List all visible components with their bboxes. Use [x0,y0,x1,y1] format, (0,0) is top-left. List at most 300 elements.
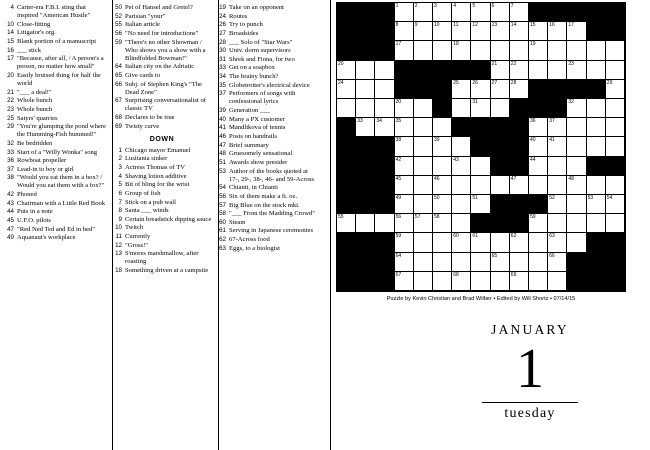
clue-text: Mandlikova of tennis [229,124,286,132]
grid-cell[interactable] [452,99,471,118]
grid-cell[interactable] [433,157,452,176]
grid-cell[interactable] [356,214,375,233]
grid-cell-number: 14 [510,22,517,29]
clue-number: 41 [219,124,226,132]
clue-text: Performers of songs with confessional lyrics [229,90,296,106]
clue-number: 29 [7,123,14,131]
clue-number: 67 [115,97,122,105]
clue-item[interactable] [216,21,318,29]
grid-cell[interactable] [337,214,356,233]
clue-item[interactable] [112,72,212,80]
grid-cell[interactable] [433,233,452,252]
grid-cell[interactable] [548,195,567,214]
grid-cell[interactable] [414,118,433,137]
clue-number: 10 [7,20,14,28]
grid-cell-block [567,272,586,291]
clue-number: 52 [115,12,122,20]
grid-cell[interactable] [452,214,471,233]
grid-cell[interactable] [414,195,433,214]
grid-cell[interactable] [587,214,606,233]
grid-cell[interactable] [548,137,567,156]
grid-cell[interactable] [567,214,586,233]
clue-item[interactable] [112,114,212,122]
grid-cell[interactable] [548,253,567,272]
clue-number: 7 [118,198,122,206]
date-rule [482,402,578,403]
clue-item[interactable] [216,193,318,201]
clue-item[interactable] [216,219,318,227]
grid-cell[interactable] [529,157,548,176]
grid-cell[interactable] [510,41,529,60]
grid-cell[interactable] [567,41,586,60]
grid-cell[interactable] [414,233,433,252]
grid-cell[interactable] [587,41,606,60]
month-label: JANUARY [491,322,569,337]
grid-cell[interactable] [395,22,414,41]
clue-text: "___ a deal!" [17,88,52,96]
grid-cell[interactable] [471,80,490,99]
grid-cell-block [606,253,625,272]
grid-cell[interactable] [471,157,490,176]
clue-item[interactable] [216,168,318,184]
grid-cell[interactable] [491,99,510,118]
grid-cell[interactable] [587,99,606,118]
grid-cell[interactable] [414,99,433,118]
grid-cell[interactable] [471,41,490,60]
grid-cell-number: 59 [395,233,402,240]
clue-item[interactable] [216,90,318,106]
grid-cell-block [606,233,625,252]
clue-item[interactable] [4,217,108,225]
grid-cell[interactable] [452,80,471,99]
grid-cell[interactable] [414,137,433,156]
grid-cell[interactable] [414,176,433,195]
clue-item[interactable] [112,250,212,266]
grid-cell-number: 59 [530,214,536,221]
clue-item[interactable] [4,123,108,139]
grid-cell[interactable] [567,61,586,80]
grid-cell[interactable] [606,99,625,118]
grid-cell[interactable] [510,176,529,195]
clue-item[interactable] [4,174,108,190]
grid-cell[interactable] [529,22,548,41]
grid-cell[interactable] [433,3,452,22]
grid-cell[interactable] [395,233,414,252]
grid-cell-number: 68 [453,271,459,278]
grid-cell[interactable] [433,272,452,291]
grid-cell[interactable] [414,3,433,22]
grid-cell[interactable] [395,137,414,156]
grid-cell[interactable] [452,272,471,291]
grid-cell[interactable] [529,118,548,137]
clue-item[interactable] [216,4,318,12]
grid-cell[interactable] [471,3,490,22]
clue-item[interactable] [216,30,318,38]
clue-item[interactable] [112,81,212,97]
clue-item[interactable] [4,200,108,208]
crossword-grid[interactable] [336,2,626,292]
clue-item[interactable] [4,140,108,148]
grid-cell-number: 48 [568,175,574,182]
clue-item[interactable] [216,47,318,55]
grid-cell[interactable] [548,233,567,252]
grid-cell-number: 27 [491,79,498,86]
grid-cell[interactable] [606,195,625,214]
grid-cell[interactable] [491,272,510,291]
grid-cell[interactable] [433,214,452,233]
clue-item[interactable] [112,4,212,12]
clue-item[interactable] [4,226,108,234]
clue-item[interactable] [216,245,318,253]
clue-item[interactable] [216,159,318,167]
grid-cell[interactable] [452,41,471,60]
clue-item[interactable] [4,191,108,199]
grid-cell[interactable] [452,3,471,22]
clue-item[interactable] [112,21,212,29]
clue-item[interactable] [216,73,318,81]
grid-cell[interactable] [414,253,433,272]
grid-cell[interactable] [510,61,529,80]
clue-item[interactable] [112,224,212,232]
clue-item[interactable] [112,164,212,172]
clue-item[interactable] [216,133,318,141]
grid-cell[interactable] [606,61,625,80]
grid-cell-number: 41 [549,137,555,144]
clue-item[interactable] [112,233,212,241]
clue-item[interactable] [4,149,108,157]
grid-cell[interactable] [375,118,394,137]
grid-cell[interactable] [548,22,567,41]
clue-number: 9 [118,215,122,223]
grid-cell[interactable] [587,61,606,80]
grid-cell[interactable] [567,233,586,252]
grid-cell[interactable] [548,214,567,233]
grid-cell[interactable] [471,22,490,41]
grid-cell[interactable] [529,41,548,60]
clue-item[interactable] [216,236,318,244]
clue-item[interactable] [4,72,108,88]
grid-cell-block [471,137,490,156]
grid-cell[interactable] [587,118,606,137]
clue-text: Be bedridden [17,139,53,147]
clue-item[interactable] [112,63,212,71]
grid-cell[interactable] [414,22,433,41]
clue-text: Pet of Hansel and Gretel? [125,4,193,11]
clue-number: 38 [7,174,14,182]
grid-cell[interactable] [548,176,567,195]
grid-cell[interactable] [471,195,490,214]
grid-cell[interactable] [395,272,414,291]
clue-item[interactable] [112,181,212,189]
grid-cell[interactable] [606,80,625,99]
grid-cell[interactable] [395,41,414,60]
clue-item[interactable] [4,208,108,216]
grid-cell[interactable] [337,80,356,99]
grid-cell[interactable] [529,272,548,291]
grid-cell-number: 45 [395,175,402,182]
grid-cell[interactable] [606,137,625,156]
clue-item[interactable] [112,173,212,181]
grid-cell[interactable] [548,61,567,80]
clue-item[interactable] [216,82,318,90]
grid-cell[interactable] [395,3,414,22]
grid-cell[interactable] [491,41,510,60]
grid-cell[interactable] [548,118,567,137]
grid-cell-block [356,3,375,22]
clue-item[interactable] [216,64,318,72]
grid-cell-block [567,253,586,272]
grid-cell[interactable] [587,195,606,214]
clue-item[interactable] [4,55,108,71]
grid-cell[interactable] [491,22,510,41]
grid-cell[interactable] [356,61,375,80]
grid-cell-number: 30 [395,99,402,105]
grid-cell[interactable] [452,233,471,252]
clue-item[interactable] [4,106,108,114]
grid-cell-number: 55 [338,214,344,221]
grid-cell[interactable] [587,137,606,156]
grid-cell-block [606,22,625,41]
clue-column-2 [112,4,216,450]
grid-cell-block [337,272,356,291]
grid-cell[interactable] [529,176,548,195]
clue-item[interactable] [112,97,212,113]
clue-item[interactable] [112,13,212,21]
grid-cell[interactable] [414,157,433,176]
grid-cell-number: 35 [395,118,402,125]
grid-cell-number: 53 [587,195,594,201]
clue-item[interactable] [4,29,108,37]
clue-number: 47 [219,141,226,149]
grid-cell[interactable] [452,157,471,176]
grid-cell[interactable] [548,41,567,60]
grid-cell-block [587,272,606,291]
grid-cell-number: 19 [530,41,536,48]
grid-cell[interactable] [491,61,510,80]
grid-cell-block [375,253,394,272]
grid-cell[interactable] [510,22,529,41]
grid-cell[interactable] [529,253,548,272]
grid-cell[interactable] [567,157,586,176]
clue-item[interactable] [216,184,318,192]
grid-cell-number: 38 [395,137,402,144]
grid-cell[interactable] [491,233,510,252]
clue-text: Eggs, to a biologist [229,244,280,252]
clue-item[interactable] [4,166,108,174]
grid-cell[interactable] [395,195,414,214]
clue-item[interactable] [216,202,318,210]
grid-cell[interactable] [452,137,471,156]
grid-cell-block [606,272,625,291]
grid-cell[interactable] [414,41,433,60]
clue-number: 63 [219,244,226,252]
clue-number: 57 [219,201,226,209]
grid-cell[interactable] [529,233,548,252]
grid-cell[interactable] [356,80,375,99]
clue-number: 23 [7,105,14,113]
grid-cell-number: 33 [357,118,363,125]
grid-cell[interactable] [491,80,510,99]
clue-item[interactable] [4,97,108,105]
grid-cell[interactable] [433,41,452,60]
clue-item[interactable] [112,147,212,155]
grid-cell[interactable] [510,3,529,22]
clue-number: 65 [115,71,122,79]
grid-cell[interactable] [471,176,490,195]
grid-cell[interactable] [587,176,606,195]
grid-cell[interactable] [356,99,375,118]
clue-text: Puts in a note [17,208,53,216]
clue-text: ___ Solo of "Star Wars" [229,38,293,46]
clue-item[interactable] [4,157,108,165]
grid-cell-block [375,233,394,252]
clue-item[interactable] [112,199,212,207]
grid-cell-number: 56 [395,214,402,221]
clue-number: 37 [219,90,226,98]
grid-cell[interactable] [433,176,452,195]
column-divider-3 [330,0,331,450]
clue-item[interactable] [4,21,108,29]
grid-cell-block [491,195,510,214]
grid-cell[interactable] [414,272,433,291]
clue-text: Globetrotter's electrical device [229,81,310,89]
clue-item[interactable] [216,116,318,124]
grid-cell[interactable] [433,195,452,214]
grid-cell[interactable] [414,214,433,233]
clue-item[interactable] [4,115,108,123]
grid-cell[interactable] [567,176,586,195]
grid-cell[interactable] [337,99,356,118]
grid-cell[interactable] [510,80,529,99]
grid-cell[interactable] [567,99,586,118]
grid-cell[interactable] [491,3,510,22]
clue-item[interactable] [216,13,318,21]
grid-cell[interactable] [356,118,375,137]
grid-cell[interactable] [529,137,548,156]
clue-item[interactable] [112,39,212,63]
grid-cell-number: 65 [491,252,498,259]
grid-cell[interactable] [471,253,490,272]
grid-cell[interactable] [567,137,586,156]
clue-item[interactable] [112,155,212,163]
grid-cell[interactable] [510,253,529,272]
clue-item[interactable] [112,216,212,224]
grid-cell[interactable] [548,272,567,291]
grid-cell[interactable] [395,99,414,118]
grid-cell-number: 52 [549,195,555,201]
grid-cell[interactable] [452,195,471,214]
grid-cell[interactable] [452,253,471,272]
clue-number: 22 [7,97,14,105]
day-number: 1 [516,338,544,400]
grid-cell[interactable] [606,176,625,195]
clue-item[interactable] [112,123,212,131]
grid-cell[interactable] [471,233,490,252]
grid-cell[interactable] [491,176,510,195]
clue-item[interactable] [216,142,318,150]
clue-item[interactable] [4,4,108,20]
grid-cell[interactable] [510,233,529,252]
grid-cell[interactable] [433,118,452,137]
grid-cell[interactable] [471,272,490,291]
clue-item[interactable] [216,124,318,132]
grid-cell-number: 54 [606,195,613,201]
grid-cell[interactable] [452,22,471,41]
grid-cell[interactable] [337,61,356,80]
clue-item[interactable] [112,242,212,250]
clue-item[interactable] [112,190,212,198]
clue-item[interactable] [216,56,318,64]
grid-cell[interactable] [452,176,471,195]
grid-cell[interactable] [433,22,452,41]
clue-item[interactable] [4,234,108,242]
clue-item[interactable] [216,210,318,218]
grid-cell[interactable] [375,214,394,233]
grid-cell[interactable] [471,99,490,118]
clue-item[interactable] [4,38,108,46]
grid-cell[interactable] [510,272,529,291]
grid-cell[interactable] [606,214,625,233]
clue-text: Awards show presider [229,158,288,166]
grid-cell[interactable] [375,80,394,99]
grid-cell[interactable] [375,61,394,80]
grid-cell[interactable] [567,195,586,214]
grid-cell-number: 20 [338,60,344,67]
grid-cell-block [433,61,452,80]
weekday-label: tuesday [504,406,556,421]
clue-item[interactable] [216,150,318,158]
clue-text: The brainy bunch? [229,73,279,81]
grid-cell[interactable] [395,253,414,272]
clue-item[interactable] [4,89,108,97]
clue-number: 16 [7,46,14,54]
clue-text: "Red Ned Ted and Ed in bed" [17,225,96,233]
grid-cell[interactable] [395,214,414,233]
clue-item[interactable] [216,107,318,115]
grid-cell[interactable] [395,176,414,195]
clue-item[interactable] [112,267,212,275]
clue-item[interactable] [4,47,108,55]
clue-text: Surprising conversationalist of classic TV [125,97,206,113]
grid-cell[interactable] [433,253,452,272]
grid-cell-block [452,118,471,137]
grid-cell[interactable] [529,61,548,80]
grid-cell[interactable] [529,214,548,233]
grid-cell[interactable] [567,22,586,41]
grid-cell[interactable] [567,118,586,137]
grid-cell[interactable] [606,41,625,60]
grid-cell-block [337,118,356,137]
clue-item[interactable] [112,30,212,38]
grid-cell[interactable] [395,157,414,176]
grid-cell[interactable] [395,118,414,137]
clue-item[interactable] [112,207,212,215]
clue-item[interactable] [216,39,318,47]
grid-cell-block [395,61,414,80]
grid-cell[interactable] [491,253,510,272]
grid-cell[interactable] [375,99,394,118]
clue-item[interactable] [216,227,318,235]
grid-cell-number: 36 [530,118,536,125]
grid-cell-number: 2 [414,3,418,9]
clue-text: Generation ___ [229,107,270,115]
clue-number: 54 [219,184,226,192]
grid-cell[interactable] [606,118,625,137]
grid-cell[interactable] [433,137,452,156]
grid-cell-number: 51 [472,195,478,201]
grid-cell[interactable] [548,157,567,176]
clue-text: Many a PX customer [229,115,285,123]
